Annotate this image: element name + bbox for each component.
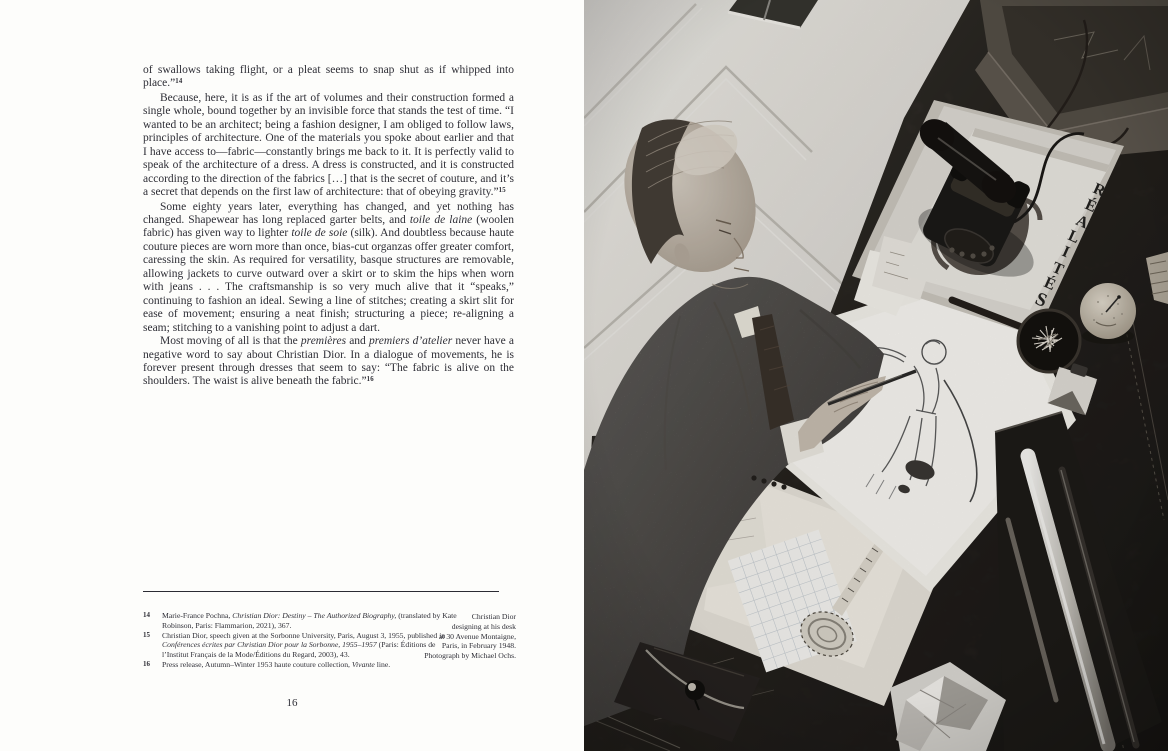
text-run: Vivante — [351, 659, 375, 669]
text-run: 16 — [366, 375, 374, 383]
footnote-number: 15 — [143, 630, 150, 639]
text-run: (silk). And doubtless because haute couture pieces are worn more than once, bias-cut organzas offer greater comfort, caressing the skin. As required for versatility, basque structures are removable, allowing jackets to curve outward over a skirt or to skim the hips when worn with jeans . . . The craftsmanship is so very much alive that it “speaks,” continuing to fashion an ideal. Sewing a line of stitches; creating a skirt slit for ease of movement; ensuring a neat finish; structuring a piece; re-aligning a seam; stitching to a vanishing point to adjust a dart. — [143, 227, 514, 334]
caption-line: Photograph by Michael Ochs. — [424, 651, 516, 661]
text-run: (woolen fabric) has given way to lighter — [143, 213, 514, 240]
text-run: (translated by Kate Robinson, Paris: Flammarion, 2021), 367. — [162, 611, 457, 630]
footnote-number: 16 — [143, 660, 150, 669]
paragraph — [143, 335, 514, 390]
photo-caption — [388, 612, 516, 661]
text-run: line. — [374, 659, 391, 669]
paragraph — [143, 64, 514, 92]
page-number: 16 — [286, 697, 298, 709]
text-run: 15 — [498, 186, 506, 194]
text-run: Christian Dior, speech given at the Sorbonne University, Paris, August 3, 1955, published in — [162, 630, 446, 640]
text-run: and — [346, 335, 369, 348]
text-run: premiers d’atelier — [368, 335, 453, 348]
text-run: Most moving of all is that the — [160, 335, 301, 348]
text-run: Because, here, it is as if the art of volumes and their construction formed a single whole, bound together by an invisible force that stands the test of time. “I wanted to be an architect; being a fashion designer, I am obliged to follow laws, principles of architecture. One of the materials you spoke about earlier and that I have access to—fabric—constantly brings me back to it. It is perfectly valid to speak of the architecture of a dress. A dress is constructed, and it is constructed according to the direction of the fabrics […] that is the secret of couture, and it’s a secret that depends on the first law of architecture: that of obeying gravity.” — [143, 91, 514, 199]
caption-line: Christian Dior — [471, 612, 516, 621]
text-run: of swallows taking flight, or a pleat seems to snap shut as if whipped into place.” — [143, 64, 514, 90]
footnote-number: 14 — [143, 611, 150, 620]
footnote — [143, 660, 459, 670]
text-run: never have a negative word to say about Christian Dior. In a dialogue of movements, he is forever present through dresses that seem to say: “The fabric is alive on the shoulders. The waist is alive beneath the fabric.” — [143, 335, 514, 388]
text-run: Christian Dior: Destiny – The Authorized Biography, — [232, 611, 397, 620]
text-run: toile de laine — [409, 213, 473, 226]
text-run: (Paris: Éditions de l’Institut Français de la Mode/Éditions du Regard, 2003), 43. — [162, 640, 436, 660]
caption-line: at 30 Avenue Montaigne, — [438, 631, 516, 641]
paragraph — [143, 92, 514, 201]
text-run: premières — [300, 335, 347, 348]
footnote-rule — [143, 591, 499, 592]
paragraph — [143, 201, 514, 336]
caption-line: designing at his desk — [451, 621, 516, 631]
text-run: Press release, Autumn–Winter 1953 haute couture collection, — [162, 659, 352, 669]
text-run: toile de soie — [291, 227, 348, 240]
text-run: 14 — [175, 77, 183, 85]
text-run: Conférences écrites par Christian Dior pour la Sorbonne, 1955–1957 — [162, 640, 377, 650]
text-run: Some eighty years later, everything has changed, and yet nothing has changed. Shapewear has long replaced garter belts, and — [143, 200, 514, 226]
vignette-overlay — [584, 0, 1168, 751]
photo-dior-at-desk — [584, 0, 1168, 751]
body-text — [143, 64, 514, 390]
caption-line: Paris, in February 1948. — [441, 641, 516, 651]
text-run: Marie-France Pochna, — [162, 611, 233, 620]
